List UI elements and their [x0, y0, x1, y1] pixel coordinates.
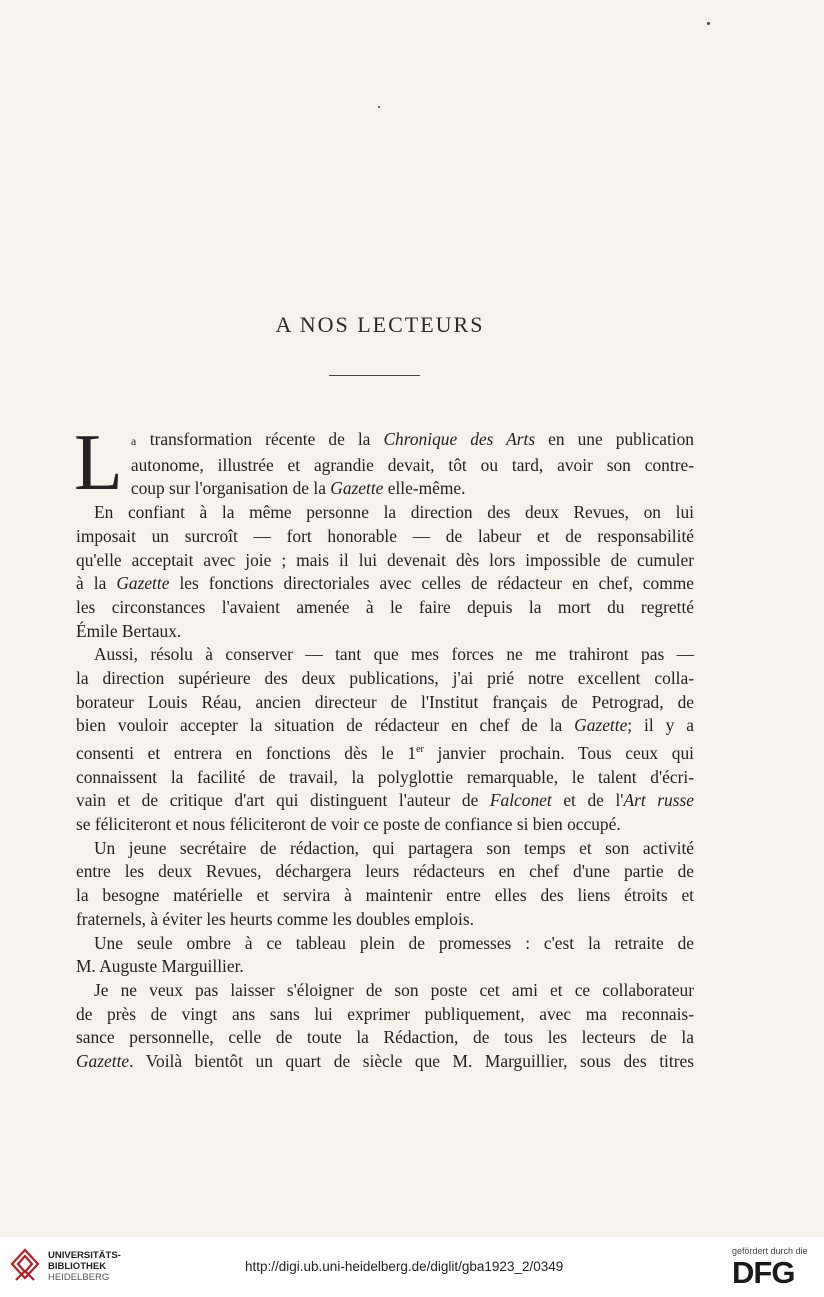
text-line: de près de vingt ans sans lui exprimer publiquement, avec ma reconnais- — [76, 1003, 694, 1024]
article-body — [74, 419, 694, 1074]
speck — [378, 106, 380, 108]
university-seal-icon — [8, 1247, 42, 1285]
text-run: bien vouloir accepter la situation de rédacteur en chef de la — [76, 715, 575, 736]
text-line: sance personnelle, celle de toute la Rédaction, de tous les lecteurs de la — [76, 1027, 694, 1048]
drop-cap: L — [74, 419, 123, 507]
italic-title: Gazette — [330, 478, 384, 499]
text-run: elle-même. — [383, 478, 466, 499]
paragraph-6 — [76, 979, 694, 1074]
text-line: Je ne veux pas laisser s'éloigner de son poste cet ami et ce collaborateur — [94, 979, 694, 1000]
text-line: se féliciteront et nous féliciteront de voir ce poste de confiance si bien occupé. — [76, 814, 621, 835]
page-title: A NOS LECTEURS — [275, 312, 485, 337]
title-divider — [329, 375, 420, 376]
library-name — [48, 1250, 121, 1283]
superscript: er — [416, 744, 424, 756]
text-run: en une publication — [535, 429, 694, 449]
text-line — [76, 1050, 694, 1074]
text-line: qu'elle acceptait avec joie ; mais il lui devenait dès lors impossible de cumuler — [76, 549, 694, 570]
italic-title: Art russe — [623, 790, 694, 811]
text-line: Aussi, résolu à conserver — tant que mes forces ne me trahiront pas — — [94, 644, 694, 665]
dfg-logo: DFG — [732, 1255, 795, 1290]
text-run: transformation récente de la — [136, 429, 384, 449]
text-line: imposait un surcroît — fort honorable — de labeur et de responsabilité — [76, 525, 694, 546]
paragraph-1 — [74, 419, 694, 507]
paragraph-5 — [76, 932, 694, 979]
italic-title: Gazette — [574, 715, 628, 736]
library-line: UNIVERSITÄTS- — [48, 1250, 121, 1261]
library-line: HEIDELBERG — [48, 1272, 110, 1283]
text-run: à la — [76, 573, 117, 594]
sponsor-caption: gefördert durch die — [732, 1246, 808, 1256]
italic-title: Chronique des Arts — [383, 429, 536, 449]
text-line: entre les deux Revues, déchargera leurs rédacteurs en chef d'une partie de — [76, 861, 694, 882]
text-line: autonome, illustrée et agrandie devait, tôt ou tard, avoir son contre- — [130, 454, 694, 475]
library-line: BIBLIOTHEK — [48, 1261, 107, 1272]
text-run: . Voilà bientôt un quart de siècle que M. Marguillier, sous des titres — [129, 1051, 694, 1072]
italic-title: Gazette — [116, 573, 170, 594]
paragraph-2 — [76, 501, 694, 643]
text-line: fraternels, à éviter les heurts comme les doubles emplois. — [76, 908, 474, 929]
text-run: les fonctions directoriales avec celles de rédacteur en chef, comme — [169, 573, 694, 594]
text-run: coup sur l'organisation de la — [130, 478, 331, 499]
text-line — [76, 477, 694, 501]
text-line: Émile Bertaux. — [76, 620, 182, 641]
text-run: et de l' — [551, 790, 624, 811]
text-line — [76, 789, 694, 813]
text-run: janvier prochain. Tous ceux qui — [423, 742, 694, 763]
text-line: les circonstances l'avaient amenée à le faire depuis la mort du regretté — [76, 596, 694, 617]
text-line — [76, 572, 694, 596]
paragraph-3 — [76, 643, 694, 836]
digitization-footer — [0, 1237, 824, 1297]
text-run: vain et de critique d'art qui distinguent l'auteur de — [76, 790, 490, 811]
text-run: ; il y a — [627, 715, 694, 736]
italic-title: Falconet — [489, 790, 552, 811]
text-line: Une seule ombre à ce tableau plein de promesses : c'est la retraite de — [94, 932, 694, 953]
italic-title: Gazette — [76, 1051, 130, 1072]
text-line — [76, 428, 694, 454]
speck — [707, 22, 710, 25]
small-caps: a — [130, 434, 137, 448]
text-line: la besogne matérielle et servira à maintenir entre elles des liens étroits et — [76, 885, 694, 906]
paragraph-4 — [76, 837, 694, 932]
permalink[interactable]: http://digi.ub.uni-heidelberg.de/diglit/gba1923_2/0349 — [245, 1259, 564, 1274]
text-line: M. Auguste Marguillier. — [76, 956, 244, 977]
text-line: borateur Louis Réau, ancien directeur de l'Institut français de Petrograd, de — [76, 691, 694, 712]
text-line: la direction supérieure des deux publications, j'ai prié notre excellent colla- — [76, 668, 694, 689]
text-line: En confiant à la même personne la direction des deux Revues, on lui — [94, 502, 694, 523]
text-line — [76, 738, 694, 766]
text-line: connaissent la facilité de travail, la polyglottie remarquable, le talent d'écri- — [76, 766, 694, 787]
text-line — [76, 714, 694, 738]
text-line: Un jeune secrétaire de rédaction, qui partagera son temps et son activité — [94, 837, 694, 858]
text-run: consenti et entrera en fonctions dès le 1 — [76, 742, 417, 763]
